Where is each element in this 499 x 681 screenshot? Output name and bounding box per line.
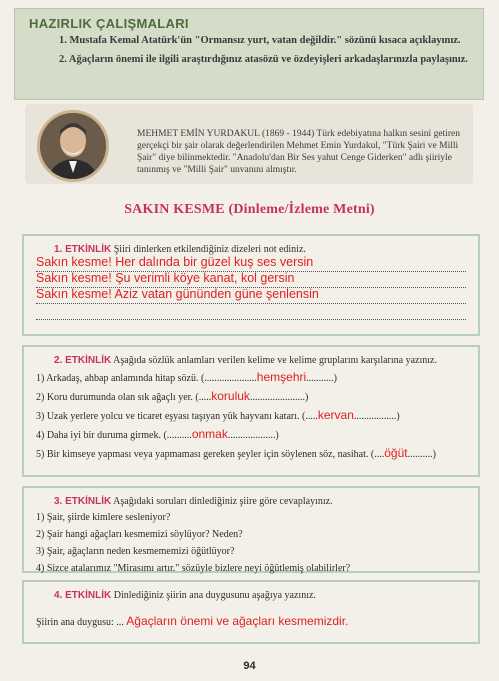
definition-item: 3) Uzak yerlere yolcu ve ticaret eşyası taşıyan yük hayvanı katarı. (.....kervan.................)	[36, 408, 400, 422]
author-bio: MEHMET EMİN YURDAKUL (1869 - 1944) Türk edebiyatına halkın sesini getiren gerçekçi bir şair olarak değerlendirilen Mehmet Emin Yurdakul, "Türk Şairi ve Milli Şair" diye bilinmektedir. "Anadolu'dan Bir Ses yahut Cenge Giderken" adlı şiiriyle tanınmış ve "Milli Şair" unvanını almıştır.	[137, 129, 460, 175]
activity-4-box	[22, 580, 480, 644]
activity-3-box	[22, 486, 480, 573]
preparation-box	[14, 8, 484, 100]
answer-text: Sakın kesme! Aziz vatan gününden güne şenlensin	[36, 287, 319, 301]
answer-line[interactable]	[36, 304, 466, 320]
answer-text[interactable]: onmak	[191, 427, 228, 441]
activity-4-label: 4. ETKİNLİK	[54, 590, 112, 601]
main-emotion-prompt: Şiirin ana duygusu:	[36, 617, 114, 628]
question-item: 4) Sizce atalarımız "Mirasımı artır." sözüyle bizlere neyi öğütlemiş olabilirler?	[36, 563, 351, 574]
text-title: SAKIN KESME (Dinleme/İzleme Metni)	[124, 202, 375, 217]
activity-2-label: 2. ETKİNLİK	[54, 355, 112, 366]
activity-2-instruction: 2. ETKİNLİK Aşağıda sözlük anlamları verilen kelime ve kelime gruplarını karşılarına yazınız.	[54, 355, 437, 366]
activity-3-instruction: 3. ETKİNLİK Aşağıdaki soruları dinlediğiniz şiire göre cevaplayınız.	[54, 496, 333, 507]
activity-1-instruction: 1. ETKİNLİK Şiiri dinlerken etkilendiğiniz dizeleri not ediniz.	[54, 244, 306, 255]
question-item: 2) Şair hangi ağaçları kesmemizi söylüyor? Neden?	[36, 529, 243, 540]
answer-text[interactable]: koruluk	[211, 389, 250, 403]
answer-line[interactable]	[36, 256, 466, 272]
answer-line[interactable]	[36, 272, 466, 288]
preparation-title: HAZIRLIK ÇALIŞMALARI	[29, 16, 189, 31]
page-number: 94	[243, 660, 256, 672]
definition-item: 4) Daha iyi bir duruma girmek. (..........onmak...................)	[36, 427, 279, 441]
answer-text: Sakın kesme! Şu verimli köye kanat, kol gersin	[36, 271, 295, 285]
answer-text[interactable]: kervan	[317, 408, 354, 422]
activity-1-label: 1. ETKİNLİK	[54, 244, 112, 255]
answer-text[interactable]: öğüt	[384, 446, 408, 460]
main-emotion-line: Şiirin ana duygusu: ... Ağaçların önemi ve ağaçları kesmemizdir.	[36, 614, 349, 628]
activity-2-box	[22, 345, 480, 477]
answer-text: Sakın kesme! Her dalında bir güzel kuş ses versin	[36, 255, 314, 269]
preparation-item: 2. Ağaçların önemi ile ilgili araştırdığınız atasözü ve özdeyişleri arkadaşlarınızla paylaşınız.	[59, 54, 468, 65]
definition-item: 2) Koru durumunda olan sık ağaçlı yer. (.....koruluk......................)	[36, 389, 309, 403]
activity-4-instruction: 4. ETKİNLİK Dinlediğiniz şiirin ana duygusunu aşağıya yazınız.	[54, 590, 316, 601]
definition-item: 5) Bir kimseye yapması veya yapmaması gereken şeyler için söylenen söz, nasihat. (....öğüt..........)	[36, 446, 436, 460]
question-item: 1) Şair, şiirde kimlere sesleniyor?	[36, 512, 171, 523]
author-box	[25, 104, 473, 184]
answer-text[interactable]: Ağaçların önemi ve ağaçları kesmemizdir.	[126, 614, 349, 628]
activity-3-label: 3. ETKİNLİK	[54, 496, 112, 507]
question-item: 3) Şair, ağaçların neden kesmememizi öğütlüyor?	[36, 546, 235, 557]
answer-line[interactable]	[36, 288, 466, 304]
definition-item: 1) Arkadaş, ahbap anlamında hitap sözü. (.....................hemşehri...........)	[36, 370, 337, 384]
activity-1-box	[22, 234, 480, 336]
portrait-image	[40, 113, 106, 179]
author-portrait	[37, 110, 109, 182]
answer-text[interactable]: hemşehri	[256, 370, 307, 384]
preparation-item: 1. Mustafa Kemal Atatürk'ün "Ormansız yurt, vatan değildir." sözünü kısaca açıklayınız.	[59, 35, 461, 46]
